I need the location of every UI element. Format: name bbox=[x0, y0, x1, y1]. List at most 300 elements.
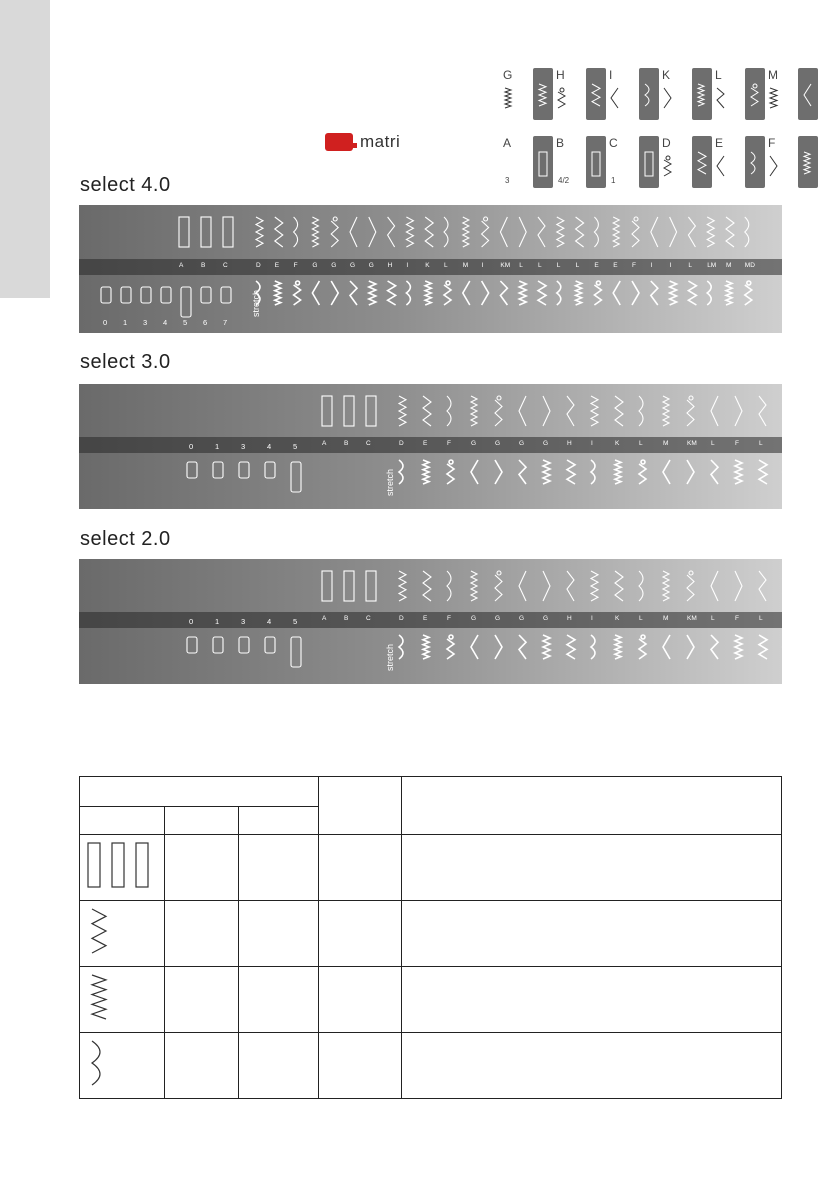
buttonhole-icon bbox=[344, 396, 354, 426]
table-cell bbox=[402, 967, 782, 1033]
stretch-stitch-icon bbox=[591, 460, 595, 484]
stretch-stitch-icon bbox=[711, 635, 718, 659]
stitch-icon bbox=[294, 217, 298, 247]
presser-foot-number: 4 bbox=[163, 318, 168, 327]
stretch-stitch-icon bbox=[663, 460, 670, 484]
stretch-stitch-icon bbox=[444, 281, 451, 305]
table-cell bbox=[80, 835, 165, 901]
stitch-label: L bbox=[688, 262, 693, 269]
presser-foot-icon bbox=[187, 462, 197, 478]
stretch-stitch-icon bbox=[519, 281, 526, 305]
table-header-cell bbox=[80, 777, 319, 807]
table-cell bbox=[239, 967, 319, 1033]
stitch-label: KM bbox=[500, 262, 511, 269]
table-cell bbox=[319, 967, 402, 1033]
stretch-stitch-icon bbox=[519, 635, 526, 659]
stitch-icon bbox=[423, 571, 431, 601]
buttonhole-icon bbox=[366, 571, 376, 601]
stitch-label: M bbox=[663, 440, 669, 447]
table-cell bbox=[80, 1033, 165, 1099]
stretch-stitch-icon bbox=[399, 460, 403, 484]
stitch-label: G bbox=[519, 615, 525, 622]
presser-foot-icon bbox=[101, 287, 111, 303]
stitch-label: G bbox=[471, 440, 477, 447]
stitch-label: MD bbox=[744, 262, 755, 269]
presser-foot-number: 5 bbox=[293, 442, 298, 451]
stitch-label: G bbox=[368, 262, 374, 269]
stitch-label: G bbox=[471, 615, 477, 622]
stitch-icon bbox=[350, 217, 357, 247]
stretch-stitch-icon bbox=[406, 281, 410, 305]
presser-foot-letter: M bbox=[768, 68, 778, 82]
stitch-icon bbox=[615, 396, 623, 426]
presser-foot-number: 6 bbox=[203, 318, 208, 327]
stretch-stitch-icon bbox=[651, 281, 658, 305]
presser-foot-icon bbox=[181, 287, 191, 317]
buttonhole-label: A bbox=[179, 262, 184, 269]
stitch-label: M bbox=[663, 615, 669, 622]
stretch-stitch-icon bbox=[471, 635, 478, 659]
buttonhole-label: C bbox=[223, 262, 228, 269]
stitch-icon bbox=[660, 154, 682, 180]
stretch-stitch-icon bbox=[399, 635, 403, 659]
stitch-icon bbox=[501, 86, 523, 112]
stretch-stitch-icon bbox=[495, 635, 502, 659]
table-cell bbox=[239, 835, 319, 901]
stitch-label: M bbox=[462, 262, 469, 269]
stretch-stitch-icon bbox=[447, 460, 454, 484]
presser-foot-number: 3 bbox=[143, 318, 148, 327]
presser-foot-sub: 3 bbox=[505, 176, 510, 185]
presser-foot-K bbox=[656, 68, 716, 128]
presser-foot-number: 0 bbox=[103, 318, 108, 327]
table-cell bbox=[165, 901, 239, 967]
stitch-icon bbox=[567, 571, 574, 601]
stitch-label: I bbox=[591, 615, 593, 622]
stitch-icon bbox=[663, 396, 669, 426]
table-cell bbox=[319, 1033, 402, 1099]
presser-foot-number: 4 bbox=[267, 617, 272, 626]
stretch-stitch-icon bbox=[663, 635, 670, 659]
stretch-label: stretch bbox=[385, 468, 395, 496]
stitch-icon bbox=[615, 571, 623, 601]
presser-foot-icon bbox=[798, 136, 818, 188]
stretch-stitch-icon bbox=[745, 281, 752, 305]
model-title-select-4: select 4.0 bbox=[80, 174, 171, 196]
stitch-icon bbox=[639, 396, 643, 426]
table-cell bbox=[165, 835, 239, 901]
presser-foot-icon bbox=[221, 287, 231, 303]
table-cell bbox=[239, 1033, 319, 1099]
presser-foot-icon bbox=[201, 287, 211, 303]
stretch-stitch-icon bbox=[500, 281, 507, 305]
presser-foot-number: 3 bbox=[241, 442, 246, 451]
presser-foot-icon bbox=[213, 462, 223, 478]
stitch-label-strip bbox=[79, 259, 782, 275]
stretch-stitch-icon bbox=[447, 635, 454, 659]
stitch-icon bbox=[554, 86, 576, 112]
stretch-stitch-icon bbox=[495, 460, 502, 484]
presser-foot-number: 4 bbox=[267, 442, 272, 451]
stretch-stitch-icon bbox=[519, 460, 526, 484]
stitch-label: G bbox=[543, 440, 549, 447]
stitch-label: D bbox=[256, 262, 261, 269]
triple-zigzag-icon bbox=[80, 967, 164, 1027]
stitch-icon bbox=[399, 396, 406, 426]
stitch-label: E bbox=[423, 440, 428, 447]
stitch-icon bbox=[567, 396, 574, 426]
stitch-label: E bbox=[423, 615, 428, 622]
stitch-icon bbox=[519, 396, 526, 426]
presser-foot-icon bbox=[291, 637, 301, 667]
stitch-label: I bbox=[669, 262, 672, 269]
stitch-panel-select-4 bbox=[79, 205, 782, 333]
stitch-label: L bbox=[556, 262, 561, 269]
stitch-label: KM bbox=[687, 440, 697, 447]
presser-foot-letter: H bbox=[556, 68, 565, 82]
stretch-stitch-icon bbox=[711, 460, 718, 484]
stretch-stitch-icon bbox=[707, 281, 711, 305]
stretch-stitch-icon bbox=[615, 635, 621, 659]
presser-foot-number: 0 bbox=[189, 442, 194, 451]
table-row bbox=[80, 835, 782, 901]
stitch-icon bbox=[663, 571, 669, 601]
presser-foot-icon bbox=[798, 68, 818, 120]
stitch-icon bbox=[632, 217, 639, 247]
stretch-label: stretch bbox=[385, 643, 395, 671]
stitch-label: H bbox=[567, 440, 572, 447]
buttonhole-label: A bbox=[322, 440, 327, 447]
presser-foot-letter: F bbox=[768, 136, 776, 150]
stitch-label: D bbox=[399, 440, 404, 447]
stitch-label: E bbox=[613, 262, 618, 269]
stitch-label: L bbox=[639, 615, 643, 622]
stretch-stitch-icon bbox=[576, 281, 582, 305]
stitch-icon bbox=[519, 571, 526, 601]
stitch-icon bbox=[256, 217, 263, 247]
presser-foot-number: 0 bbox=[189, 617, 194, 626]
stitch-label: F bbox=[447, 440, 451, 447]
stretch-stitch-icon bbox=[639, 635, 646, 659]
stretch-stitch-icon bbox=[591, 635, 595, 659]
stitch-icon bbox=[576, 217, 584, 247]
stretch-stitch-icon bbox=[687, 635, 694, 659]
stitch-icon bbox=[726, 217, 734, 247]
table-cell bbox=[165, 967, 239, 1033]
stretch-label: stretch bbox=[251, 289, 261, 317]
stretch-stitch-icon bbox=[388, 281, 396, 305]
stitch-icon bbox=[399, 571, 406, 601]
stretch-stitch-icon bbox=[613, 281, 620, 305]
stitch-icon bbox=[543, 396, 550, 426]
stitch-label: I bbox=[481, 262, 484, 269]
model-title-select-2: select 2.0 bbox=[80, 528, 171, 550]
stitch-label: F bbox=[735, 440, 739, 447]
stretch-stitch-icon bbox=[538, 281, 546, 305]
table-cell bbox=[239, 901, 319, 967]
buttonhole-icon bbox=[201, 217, 211, 247]
presser-foot-H bbox=[550, 68, 613, 128]
table-header-cell bbox=[80, 807, 165, 835]
stitch-icon bbox=[660, 86, 682, 112]
buttonhole-icon bbox=[366, 396, 376, 426]
buttonhole-label: C bbox=[366, 440, 371, 447]
stretch-stitch-icon bbox=[687, 460, 694, 484]
stitch-icon bbox=[495, 396, 502, 426]
stitch-icon bbox=[759, 571, 766, 601]
presser-foot-icon bbox=[239, 637, 249, 653]
presser-foot-number: 7 bbox=[223, 318, 228, 327]
presser-foot-icon bbox=[265, 637, 275, 653]
stretch-stitch-icon bbox=[688, 281, 696, 305]
stitch-icon bbox=[639, 571, 643, 601]
stretch-stitch-icon bbox=[557, 281, 561, 305]
presser-foot-letter: K bbox=[662, 68, 671, 82]
stitch-label: L bbox=[759, 440, 763, 447]
stretch-stitch-icon bbox=[735, 460, 742, 484]
stitch-icon bbox=[591, 396, 598, 426]
buttonhole-icon bbox=[223, 217, 233, 247]
stretch-stitch-icon bbox=[331, 281, 338, 305]
stitch-icon bbox=[471, 571, 477, 601]
table-cell bbox=[319, 835, 402, 901]
stitch-icon bbox=[331, 217, 338, 247]
stitch-label-strip bbox=[79, 437, 793, 453]
stitch-icon bbox=[471, 396, 477, 426]
stitch-icon bbox=[687, 396, 694, 426]
presser-foot-icon bbox=[161, 287, 171, 303]
stitch-label: F bbox=[735, 615, 739, 622]
stitch-icon bbox=[463, 217, 469, 247]
stretch-stitch-icon bbox=[735, 635, 742, 659]
buttonhole-label: C bbox=[366, 615, 371, 622]
stitch-label-strip bbox=[79, 612, 793, 628]
table-cell bbox=[402, 901, 782, 967]
stretch-stitch-icon bbox=[670, 281, 677, 305]
chapter-tab bbox=[0, 0, 50, 298]
stretch-stitch-icon bbox=[471, 460, 478, 484]
table-header-cell bbox=[319, 777, 402, 835]
stitch-label: L bbox=[444, 262, 448, 269]
table-cell bbox=[165, 1033, 239, 1099]
stitch-label: L bbox=[639, 440, 643, 447]
stitch-label: H bbox=[567, 615, 572, 622]
stitch-label: G bbox=[543, 615, 549, 622]
stitch-icon bbox=[707, 217, 714, 247]
buttonhole-icon bbox=[80, 835, 164, 895]
brand-mark bbox=[325, 133, 353, 151]
presser-foot-I bbox=[603, 68, 663, 128]
buttonhole-icon bbox=[344, 571, 354, 601]
stitch-label: F bbox=[632, 262, 636, 269]
stitch-icon bbox=[735, 396, 742, 426]
stretch-stitch-icon bbox=[639, 460, 646, 484]
presser-foot-icon bbox=[291, 462, 301, 492]
presser-foot-B bbox=[550, 136, 610, 196]
stitch-icon bbox=[613, 217, 619, 247]
table-header-row bbox=[80, 777, 782, 807]
stitch-table bbox=[79, 776, 782, 1099]
stitch-icon bbox=[425, 217, 433, 247]
stitch-icon bbox=[538, 217, 545, 247]
stitch-icon bbox=[447, 396, 451, 426]
stitch-icon bbox=[423, 396, 431, 426]
stretch-stitch-icon bbox=[482, 281, 489, 305]
stitch-label: L bbox=[538, 262, 542, 269]
stitch-label: G bbox=[495, 440, 501, 447]
stitch-label: L bbox=[711, 615, 715, 622]
table-cell bbox=[402, 835, 782, 901]
stitch-icon bbox=[495, 571, 502, 601]
stitch-label: K bbox=[425, 262, 430, 269]
stretch-stitch-icon bbox=[567, 635, 575, 659]
stitch-icon bbox=[275, 217, 283, 247]
stitch-icon bbox=[670, 217, 677, 247]
zigzag-icon bbox=[80, 901, 164, 961]
stitch-label: L bbox=[519, 262, 523, 269]
stitch-label: K bbox=[615, 615, 620, 622]
stitch-label: L bbox=[711, 440, 715, 447]
wave-icon bbox=[80, 1033, 164, 1093]
table-row bbox=[80, 901, 782, 967]
stretch-stitch-icon bbox=[425, 281, 431, 305]
presser-foot-number: 1 bbox=[215, 442, 220, 451]
stitch-icon bbox=[711, 571, 718, 601]
stitch-label: KM bbox=[687, 615, 697, 622]
stretch-stitch-icon bbox=[543, 635, 550, 659]
stitch-icon bbox=[519, 217, 526, 247]
presser-foot-number: 5 bbox=[293, 617, 298, 626]
buttonhole-icon bbox=[322, 571, 332, 601]
presser-foot-G bbox=[497, 68, 557, 128]
presser-foot-letter: L bbox=[715, 68, 722, 82]
stitch-label: I bbox=[591, 440, 593, 447]
stretch-stitch-icon bbox=[312, 281, 319, 305]
stitch-label: L bbox=[759, 615, 763, 622]
presser-foot-letter: I bbox=[609, 68, 613, 82]
stitch-icon bbox=[594, 217, 598, 247]
stitch-icon bbox=[591, 571, 598, 601]
stitch-icon bbox=[759, 396, 766, 426]
stitch-label: LM bbox=[783, 440, 793, 447]
stitch-icon bbox=[766, 154, 788, 180]
buttonhole-icon bbox=[179, 217, 189, 247]
table-cell bbox=[80, 967, 165, 1033]
table-cell bbox=[80, 901, 165, 967]
presser-foot-number: 1 bbox=[123, 318, 128, 327]
presser-foot-icon bbox=[121, 287, 131, 303]
stretch-stitch-icon bbox=[615, 460, 621, 484]
model-title-select-3: select 3.0 bbox=[80, 351, 171, 373]
stretch-stitch-icon bbox=[369, 281, 376, 305]
stitch-label: F bbox=[447, 615, 451, 622]
stitch-label: K bbox=[615, 440, 620, 447]
presser-foot-number: 5 bbox=[183, 318, 188, 327]
stretch-stitch-icon bbox=[759, 460, 767, 484]
stitch-icon bbox=[713, 154, 735, 180]
presser-foot-M bbox=[762, 68, 822, 128]
presser-foot-F bbox=[762, 136, 822, 196]
table-row bbox=[80, 967, 782, 1033]
stitch-icon bbox=[735, 571, 742, 601]
stitch-icon bbox=[444, 217, 448, 247]
buttonhole-label: A bbox=[322, 615, 327, 622]
table-header-cell bbox=[402, 777, 782, 835]
stitch-panel-select-3 bbox=[79, 384, 793, 509]
presser-foot-letter: B bbox=[556, 136, 565, 150]
presser-foot-icon bbox=[265, 462, 275, 478]
stretch-stitch-icon bbox=[350, 281, 357, 305]
stretch-stitch-icon bbox=[463, 281, 470, 305]
presser-foot-letter: E bbox=[715, 136, 724, 150]
stitch-label: G bbox=[312, 262, 318, 269]
presser-foot-icon bbox=[141, 287, 151, 303]
stretch-stitch-icon bbox=[632, 281, 639, 305]
presser-foot-letter: G bbox=[503, 68, 513, 82]
stitch-label: M bbox=[726, 262, 732, 269]
table-row bbox=[80, 1033, 782, 1099]
presser-foot-number: 1 bbox=[215, 617, 220, 626]
stitch-icon bbox=[766, 86, 788, 112]
stitch-icon bbox=[687, 571, 694, 601]
stretch-stitch-icon bbox=[594, 281, 601, 305]
table-cell bbox=[402, 1033, 782, 1099]
presser-foot-icon bbox=[213, 637, 223, 653]
table-cell bbox=[319, 901, 402, 967]
buttonhole-label: B bbox=[344, 440, 349, 447]
stitch-panel-select-2 bbox=[79, 559, 793, 684]
stitch-icon bbox=[688, 217, 695, 247]
stretch-stitch-icon bbox=[423, 635, 429, 659]
stitch-icon bbox=[447, 571, 451, 601]
stretch-stitch-icon bbox=[726, 281, 732, 305]
stitch-label: H bbox=[387, 262, 393, 269]
stitch-label: L bbox=[575, 262, 580, 269]
stitch-label: G bbox=[495, 615, 501, 622]
buttonhole-icon bbox=[322, 396, 332, 426]
stitch-icon bbox=[543, 571, 550, 601]
stitch-label: G bbox=[350, 262, 356, 269]
stitch-icon bbox=[312, 217, 318, 247]
buttonhole-label: B bbox=[201, 262, 206, 269]
stretch-stitch-icon bbox=[567, 460, 575, 484]
table-header-cell bbox=[239, 807, 319, 835]
stitch-label: E bbox=[594, 262, 599, 269]
stretch-stitch-icon bbox=[543, 460, 550, 484]
stitch-icon bbox=[651, 217, 658, 247]
stitch-label: F bbox=[293, 262, 298, 269]
stitch-icon bbox=[369, 217, 376, 247]
presser-foot-letter: A bbox=[503, 136, 512, 150]
stitch-label: LM bbox=[707, 262, 717, 269]
stitch-icon bbox=[557, 217, 564, 247]
stitch-label: E bbox=[274, 262, 280, 269]
presser-foot-number: 3 bbox=[241, 617, 246, 626]
presser-foot-sub: 1 bbox=[611, 176, 616, 185]
presser-foot-letter: D bbox=[662, 136, 671, 150]
stretch-stitch-icon bbox=[294, 281, 301, 305]
presser-foot-icon bbox=[239, 462, 249, 478]
stitch-label: I bbox=[406, 262, 409, 269]
stretch-stitch-icon bbox=[759, 635, 767, 659]
stitch-label: G bbox=[519, 440, 525, 447]
brand-logo-text: matri bbox=[360, 132, 401, 151]
presser-foot-A bbox=[497, 136, 557, 196]
stitch-label: LM bbox=[783, 615, 793, 622]
stitch-icon bbox=[745, 217, 749, 247]
stitch-icon bbox=[388, 217, 395, 247]
presser-foot-L bbox=[709, 68, 769, 128]
